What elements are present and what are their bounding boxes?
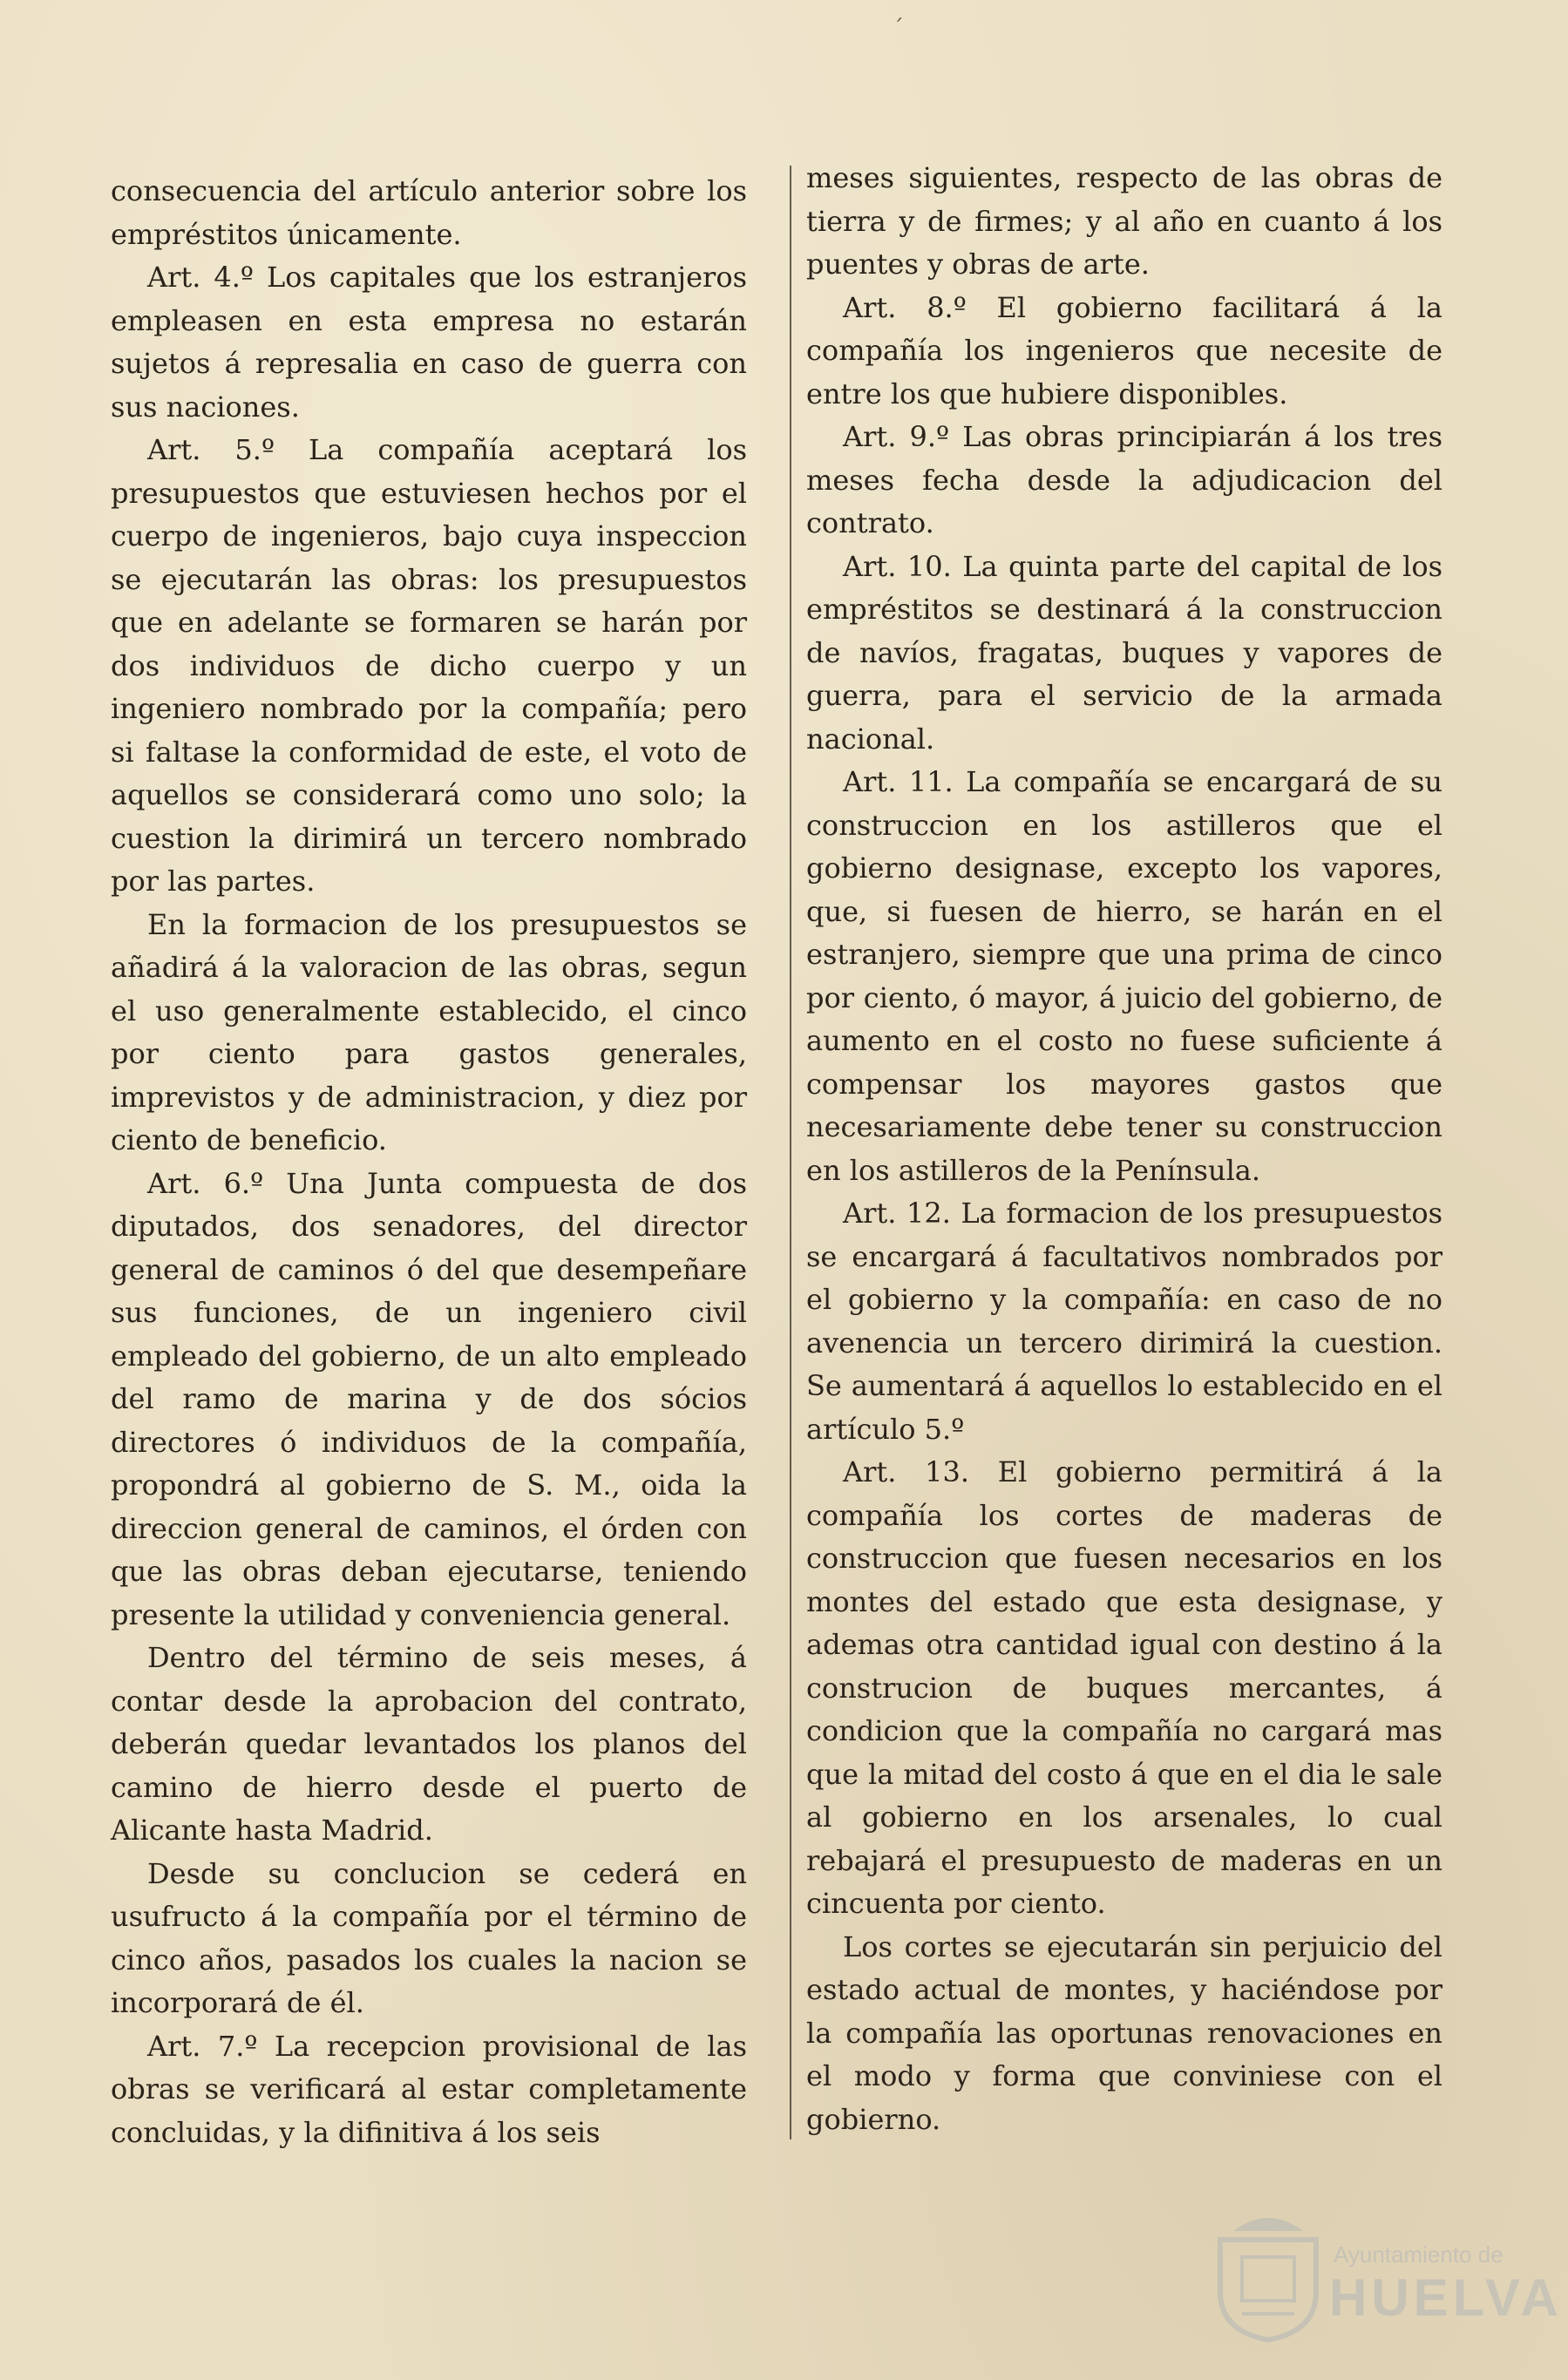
column-divider (790, 166, 791, 2139)
coat-of-arms-icon (1203, 2205, 1334, 2344)
paragraph-art-13: Art. 13. El gobierno permitirá á la compañía los cortes de maderas de construccion que fuesen necesarios en los montes del estado que esta designase, y ademas otra cantidad igual con destino á la construcion de buques mercantes, á condicion que la compañía no cargará mas que la mitad del costo á que en el dia le sale al gobierno en los arsenales, lo cual rebajará el presupuesto de maderas en un cincuenta por ciento. (806, 1455, 1442, 1920)
archive-watermark (1203, 2205, 1563, 2344)
paragraph-art-9: Art. 9.º Las obras principiarán á los tres meses fecha desde la adjudicacion del contrato. (806, 420, 1442, 539)
paragraph-art-7: Art. 7.º La recepcion provisional de las obras se verificará al estar completamente concluidas, y la difinitiva á los seis (111, 2029, 747, 2149)
right-column (806, 157, 1442, 2141)
paragraph-art-6: Art. 6.º Una Junta compuesta de dos diputados, dos senadores, del director general de caminos ó del que desempeñare sus funciones, de un ingeniero civil empleado del gobierno, de un alto empleado del ramo de marina y de dos sócios directores ó individuos de la compañía, propondrá al gobierno de S. M., oida la direccion general de caminos, el órden con que las obras deban ejecutarse, teniendo presente la utilidad y conveniencia general. (111, 1166, 747, 1631)
left-column (111, 170, 747, 2154)
paragraph-usufructo: Desde su conclucion se cederá en usufructo á la compañía por el término de cinco años, pasados los cuales la nacion se incorporará de él. (111, 1856, 747, 2019)
paragraph-cortes: Los cortes se ejecutarán sin perjuicio del estado actual de montes, y haciéndose por la compañía las oportunas renovaciones en el modo y forma que conviniese con el gobierno. (806, 1929, 1442, 2136)
page-mark: ˊ (893, 16, 904, 42)
watermark-line1: Ayuntamiento de (1334, 2241, 1504, 2268)
paragraph-art-10: Art. 10. La quinta parte del capital de los empréstitos se destinará á la construccion de navíos, fragatas, buques y vapores de guerra, para el servicio de la armada nacional. (806, 549, 1442, 756)
paragraph-presupuestos: En la formacion de los presupuestos se añadirá á la valoracion de las obras, segun el uso generalmente establecido, el cinco por ciento para gastos generales, imprevistos y de administracion, y diez por ciento de beneficio. (111, 907, 747, 1156)
watermark-line2: HUELVA (1329, 2268, 1563, 2327)
paragraph-art-5: Art. 5.º La compañía aceptará los presupuestos que estuviesen hechos por el cuerpo de ingenieros, bajo cuya inspeccion se ejecutarán las obras: los presupuestos que en adelante se formaren se harán por dos individuos de dicho cuerpo y un ingeniero nombrado por la compañía; pero si faltase la conformidad de este, el voto de aquellos se considerará como uno solo; la cuestion la dirimirá un tercero nombrado por las partes. (111, 433, 747, 898)
paragraph-art-4: Art. 4.º Los capitales que los estranjeros empleasen en esta empresa no estarán sujetos á represalia en caso de guerra con sus naciones. (111, 261, 747, 424)
paragraph-art-11: Art. 11. La compañía se encargará de su construccion en los astilleros que el gobierno designase, excepto los vapores, que, si fuesen de hierro, se harán en el estranjero, siempre que una prima de cinco por ciento, ó mayor, á juicio del gobierno, de aumento en el costo no fuese suficiente á compensar los mayores gastos que necesariamente debe tener su construccion en los astilleros de la Península. (806, 765, 1442, 1187)
paragraph-art-12: Art. 12. La formacion de los presupuestos se encargará á facultativos nombrados por el gobierno y la compañía: en caso de no avenencia un tercero dirimirá la cuestion. Se aumentará á aquellos lo establecido en el artículo 5.º (806, 1197, 1442, 1446)
paragraph-continuation-right: meses siguientes, respecto de las obras de tierra y de firmes; y al año en cuanto á los puentes y obras de arte. (806, 161, 1442, 281)
paragraph-planos: Dentro del término de seis meses, á contar desde la aprobacion del contrato, deberán quedar levantados los planos del camino de hierro desde el puerto de Alicante hasta Madrid. (111, 1641, 747, 1847)
paragraph-continuation: consecuencia del artículo anterior sobre los empréstitos únicamente. (111, 174, 747, 251)
paragraph-art-8: Art. 8.º El gobierno facilitará á la compañía los ingenieros que necesite de entre los que hubiere disponibles. (806, 290, 1442, 410)
